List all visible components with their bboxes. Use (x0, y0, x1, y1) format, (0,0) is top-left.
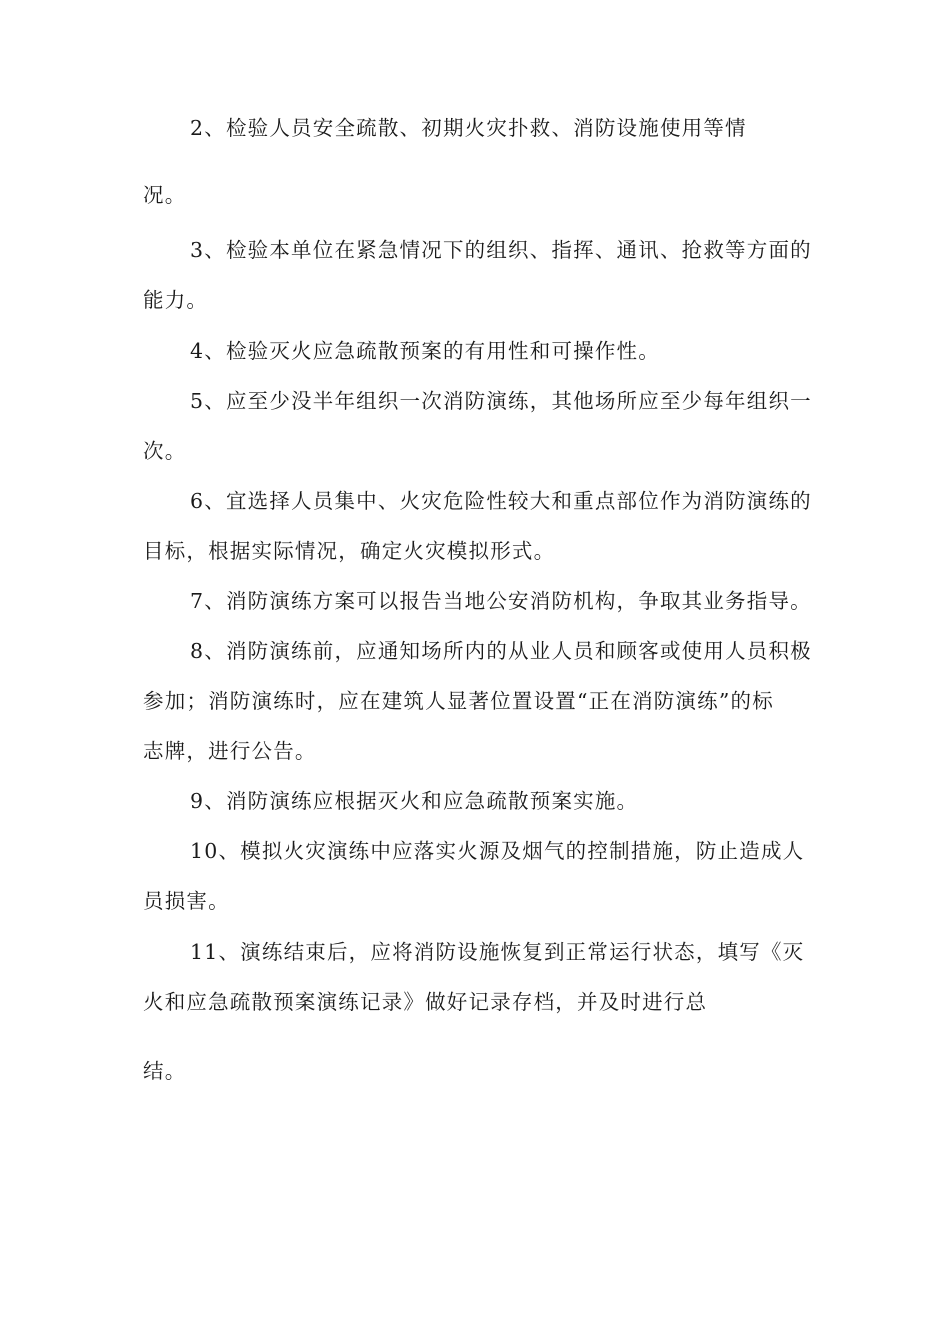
paragraph-line: 9、消防演练应根据灭火和应急疏散预案实施。 (190, 789, 639, 813)
paragraph-line: 10、模拟火灾演练中应落实火源及烟气的控制措施，防止造成人 (190, 839, 805, 863)
paragraph-line: 8、消防演练前，应通知场所内的从业人员和顾客或使用人员积极 (190, 639, 812, 663)
paragraph-line: 志牌，进行公告。 (143, 739, 317, 763)
paragraph-line: 能力。 (143, 288, 209, 312)
paragraph-line: 3、检验本单位在紧急情况下的组织、指挥、通讯、抢救等方面的 (190, 238, 812, 262)
paragraph-line: 11、演练结束后，应将消防设施恢复到正常运行状态，填写《灭 (190, 940, 805, 964)
paragraph-line: 员损害。 (143, 889, 230, 913)
paragraph-line: 结。 (143, 1059, 187, 1083)
paragraph-line: 参加；消防演练时，应在建筑人显著位置设置“正在消防演练”的标 (143, 689, 774, 713)
paragraph-line: 6、宜选择人员集中、火灾危险性较大和重点部位作为消防演练的 (190, 489, 812, 513)
paragraph-line: 目标，根据实际情况，确定火灾模拟形式。 (143, 539, 556, 563)
paragraph-line: 2、检验人员安全疏散、初期火灾扑救、消防设施使用等情 (190, 116, 747, 140)
paragraph-line: 4、检验灭火应急疏散预案的有用性和可操作性。 (190, 339, 660, 363)
paragraph-line: 5、应至少没半年组织一次消防演练，其他场所应至少每年组织一 (190, 389, 812, 413)
paragraph-line: 火和应急疏散预案演练记录》做好记录存档，并及时进行总 (143, 990, 708, 1014)
paragraph-line: 7、消防演练方案可以报告当地公安消防机构，争取其业务指导。 (190, 589, 812, 613)
paragraph-line: 况。 (143, 183, 187, 207)
paragraph-line: 次。 (143, 439, 187, 463)
